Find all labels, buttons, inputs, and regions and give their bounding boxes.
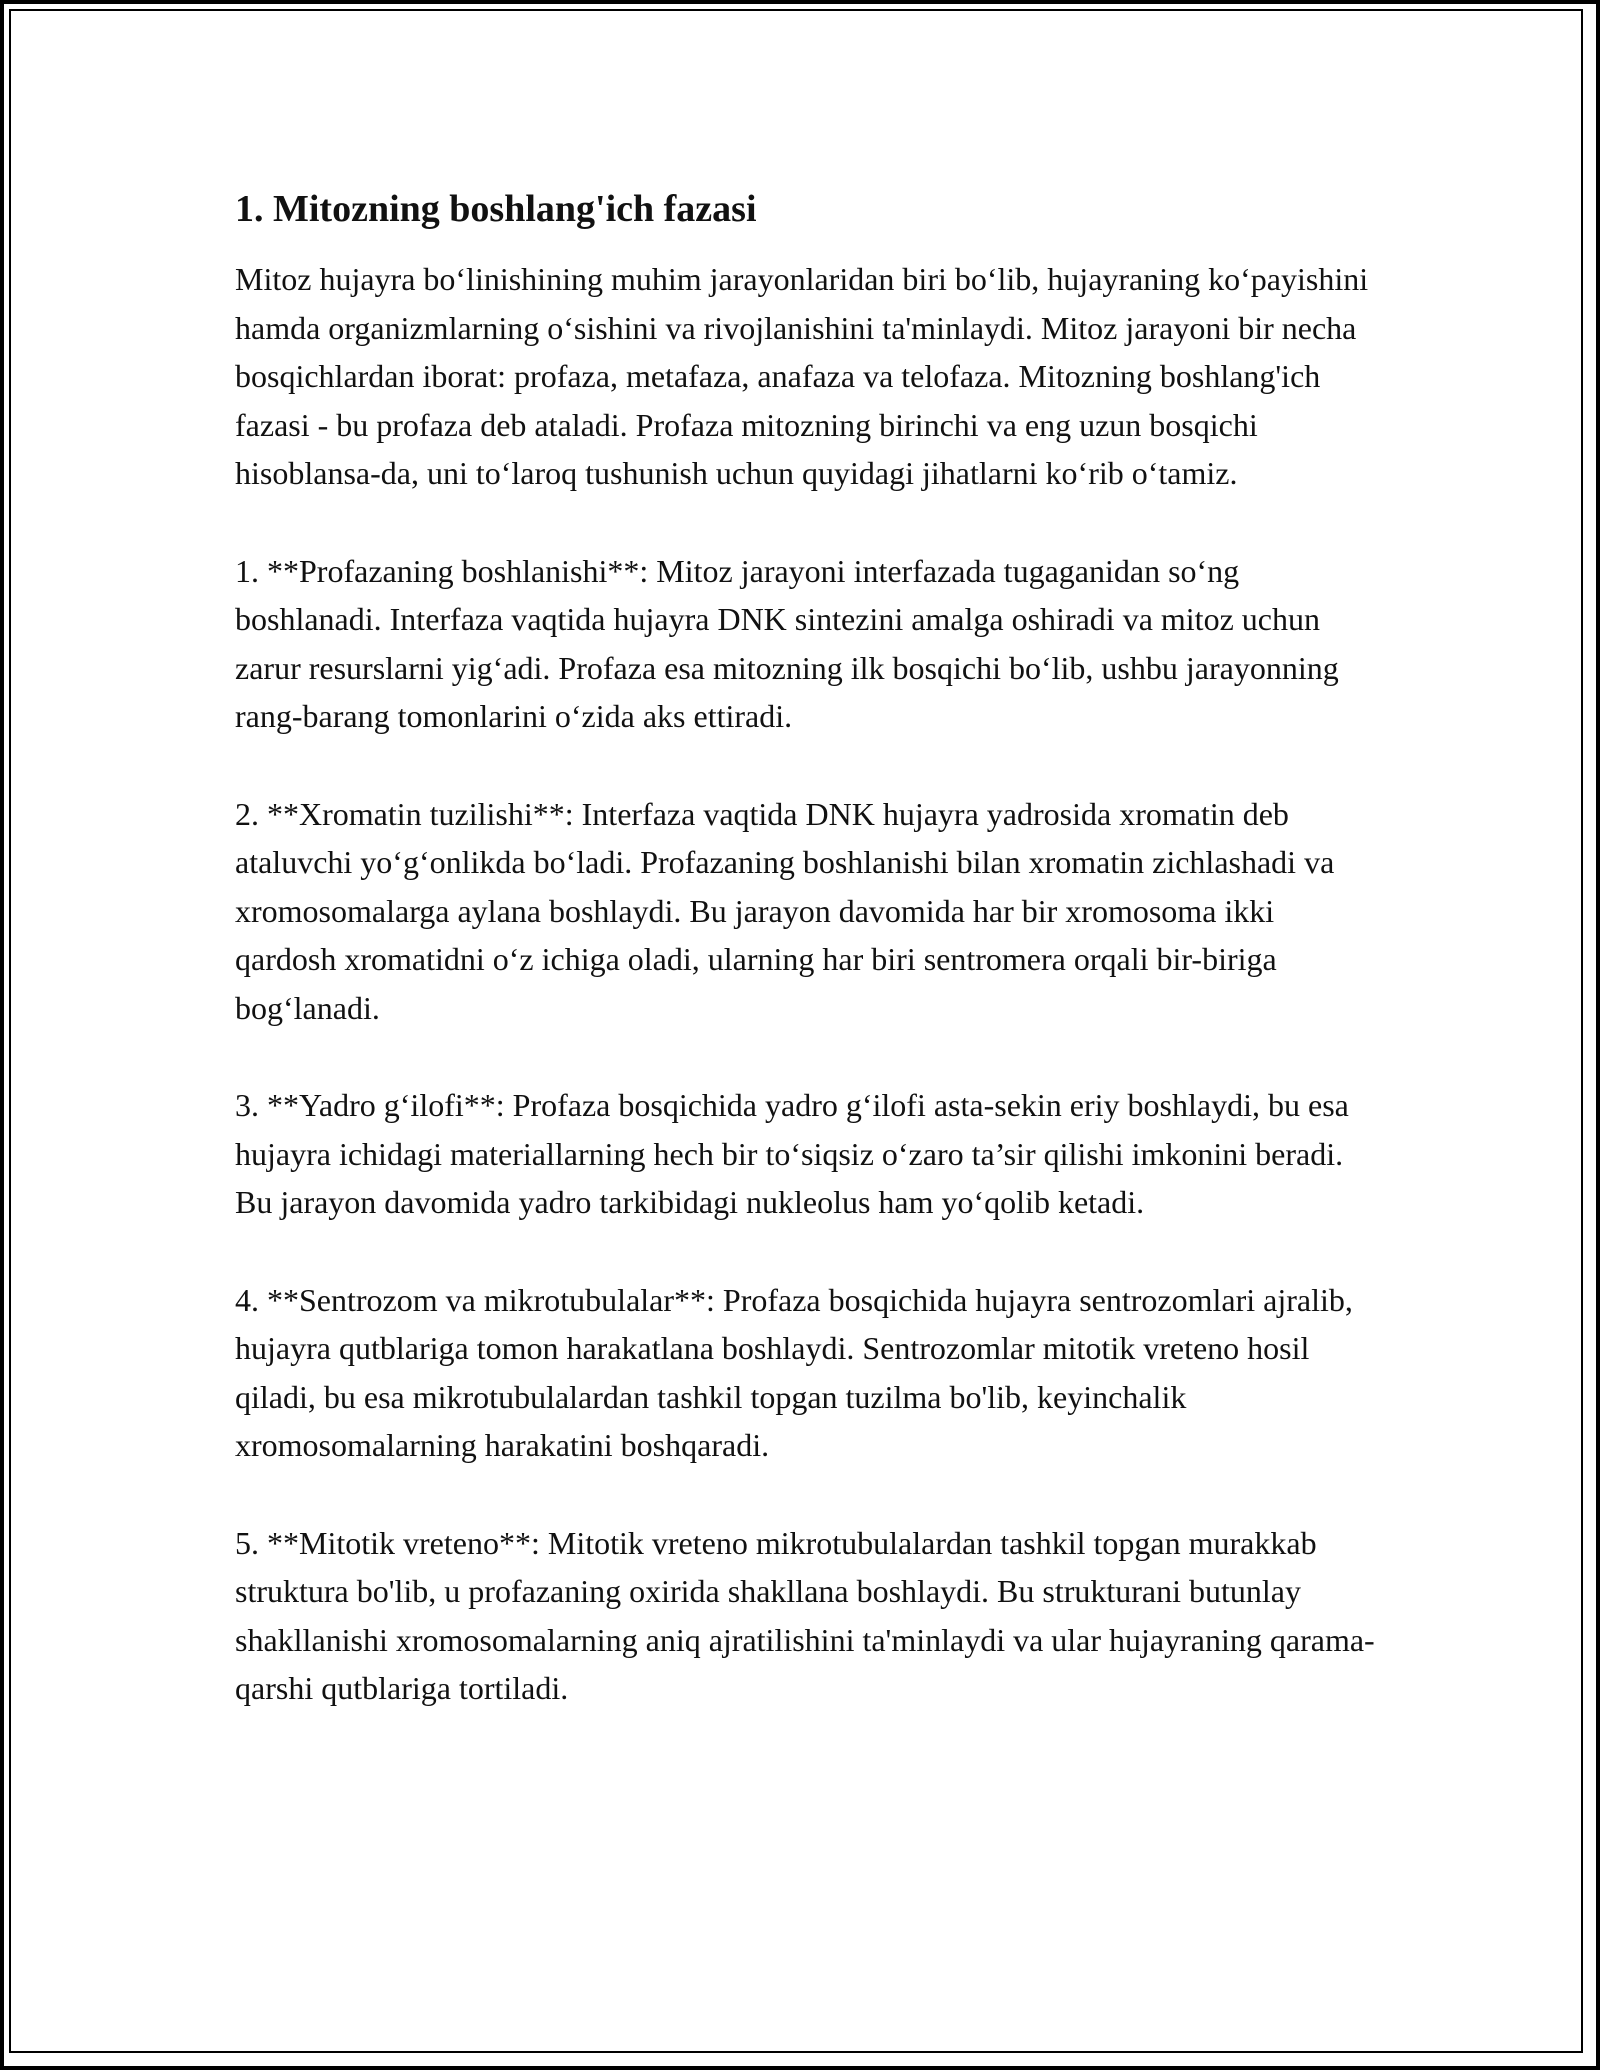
page-title: 1. Mitozning boshlang'ich fazasi <box>235 188 757 230</box>
paragraph-profazaning-boshlanishi: 1. **Profazaning boshlanishi**: Mitoz jarayoni interfazada tugaganidan so‘ng boshlanadi. Interfaza vaqtida hujayra DNK sintezini amalga oshiradi va mitoz uchun zarur resurslarni yig‘adi. Profaza esa mitozning ilk bosqichi bo‘lib, ushbu jarayonning rang-barang tomonlarini o‘zida aks ettiradi. <box>235 552 1339 734</box>
paragraph-xromatin-tuzilishi: 2. **Xromatin tuzilishi**: Interfaza vaqtida DNK hujayra yadrosida xromatin deb ataluvchi yo‘g‘onlikda bo‘ladi. Profazaning boshlanishi bilan xromatin zichlashadi va xromosomalarga aylana boshlaydi. Bu jarayon davomida har bir xromosoma ikki qardosh xromatidni o‘z ichiga oladi, ularning har biri sentromera orqali bir-biriga bog‘lanadi. <box>235 795 1335 1026</box>
paragraph-mitotik-vreteno: 5. **Mitotik vreteno**: Mitotik vreteno mikrotubulalardan tashkil topgan murakkab struktura bo'lib, u profazaning oxirida shakllana boshlaydi. Bu strukturani butunlay shakllanishi xromosomalarning aniq ajratilishini ta'minlaydi va ular hujayraning qarama-qarshi qutblariga tortiladi. <box>235 1524 1375 1706</box>
paragraph-sentrozom-mikrotubulalar: 4. **Sentrozom va mikrotubulalar**: Profaza bosqichida hujayra sentrozomlari ajralib, hujayra qutblariga tomon harakatlana boshlaydi. Sentrozomlar mitotik vreteno hosil qiladi, bu esa mikrotubulalardan tashkil topgan tuzilma bo'lib, keyinchalik xromosomalarning harakatini boshqaradi. <box>235 1281 1353 1463</box>
document-body <box>235 185 1375 1762</box>
intro-paragraph: Mitoz hujayra bo‘linishining muhim jarayonlaridan biri bo‘lib, hujayraning ko‘payishini hamda organizmlarning o‘sishini va rivojlanishini ta'minlaydi. Mitoz jarayoni bir necha bosqichlardan iborat: profaza, metafaza, anafaza va telofaza. Mitozning boshlang'ich fazasi - bu profaza deb ataladi. Profaza mitozning birinchi va eng uzun bosqichi hisoblansa-da, uni to‘laroq tushunish uchun quyidagi jihatlarni ko‘rib o‘tamiz. <box>235 261 1369 491</box>
paragraph-yadro-gilofi: 3. **Yadro g‘ilofi**: Profaza bosqichida yadro g‘ilofi asta-sekin eriy boshlaydi, bu esa hujayra ichidagi materiallarning hech bir to‘siqsiz o‘zaro ta’sir qilishi imkonini beradi. Bu jarayon davomida yadro tarkibidagi nukleolus ham yo‘qolib ketadi. <box>235 1087 1349 1220</box>
